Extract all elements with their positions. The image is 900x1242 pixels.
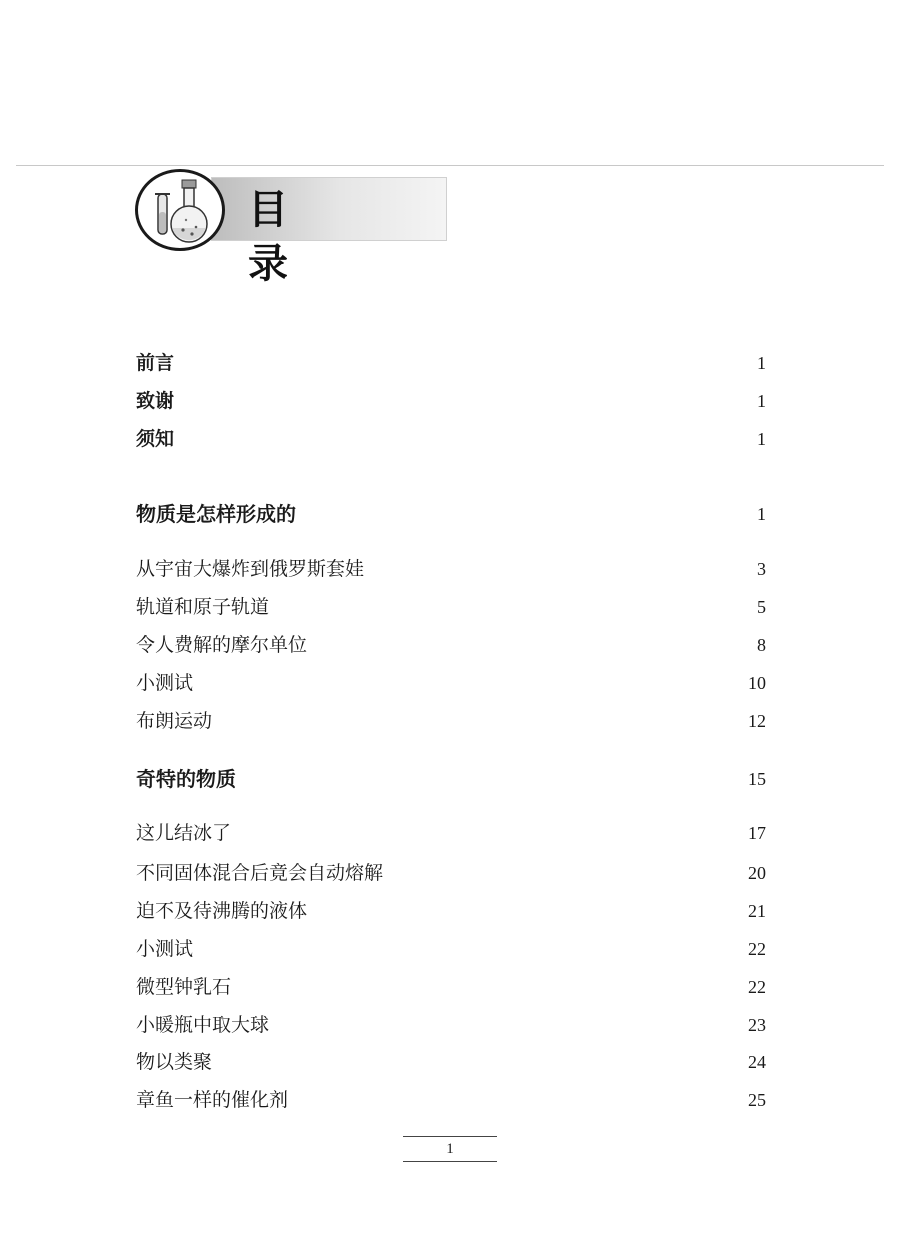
toc-header xyxy=(133,167,453,287)
flask-test-tube-icon xyxy=(135,169,225,251)
section-page: 22 xyxy=(748,977,766,997)
toc-section[interactable] xyxy=(136,670,766,696)
chapter-page: 1 xyxy=(757,504,766,524)
section-title: 物以类聚 xyxy=(136,1051,213,1073)
entry-title: 致谢 xyxy=(136,390,175,412)
toc-section[interactable] xyxy=(136,594,766,620)
toc-section[interactable] xyxy=(136,1049,766,1075)
toc-chapter[interactable] xyxy=(136,766,766,792)
toc-section[interactable] xyxy=(136,708,766,734)
section-title: 布朗运动 xyxy=(136,710,213,732)
section-title: 令人费解的摩尔单位 xyxy=(136,634,308,656)
section-page: 20 xyxy=(748,863,766,883)
section-title: 从宇宙大爆炸到俄罗斯套娃 xyxy=(136,558,365,580)
toc-section[interactable] xyxy=(136,898,766,924)
section-title: 小暖瓶中取大球 xyxy=(136,1014,270,1036)
toc-section[interactable] xyxy=(136,632,766,658)
toc-section[interactable] xyxy=(136,860,766,886)
toc-section[interactable] xyxy=(136,974,766,1000)
section-title: 小测试 xyxy=(136,672,194,694)
section-title: 轨道和原子轨道 xyxy=(136,596,270,618)
chapter-page: 15 xyxy=(748,769,766,789)
section-page: 17 xyxy=(748,823,766,843)
section-title: 不同固体混合后竟会自动熔解 xyxy=(136,862,384,884)
section-page: 12 xyxy=(748,711,766,731)
entry-page: 1 xyxy=(757,391,766,411)
section-page: 24 xyxy=(748,1052,766,1072)
toc-section[interactable] xyxy=(136,936,766,962)
section-page: 23 xyxy=(748,1015,766,1035)
section-title: 这儿结冰了 xyxy=(136,822,232,844)
page-title: 目录 xyxy=(248,187,360,287)
chapter-title: 奇特的物质 xyxy=(136,767,236,791)
chapter-title: 物质是怎样形成的 xyxy=(136,502,296,526)
entry-title: 前言 xyxy=(136,352,175,374)
section-page: 25 xyxy=(748,1090,766,1110)
section-page: 3 xyxy=(757,559,766,579)
toc-chapter[interactable] xyxy=(136,501,766,527)
section-page: 21 xyxy=(748,901,766,921)
page-number: 1 xyxy=(403,1136,497,1162)
section-title: 章鱼一样的催化剂 xyxy=(136,1089,289,1111)
toc-section[interactable] xyxy=(136,1012,766,1038)
section-page: 10 xyxy=(748,673,766,693)
toc-entry-front-matter[interactable] xyxy=(136,426,766,452)
toc-entry-front-matter[interactable] xyxy=(136,388,766,414)
section-page: 22 xyxy=(748,939,766,959)
toc-section[interactable] xyxy=(136,1087,766,1113)
entry-page: 1 xyxy=(757,429,766,449)
toc-entry-front-matter[interactable] xyxy=(136,350,766,376)
section-page: 8 xyxy=(757,635,766,655)
entry-title: 须知 xyxy=(136,428,175,450)
section-page: 5 xyxy=(757,597,766,617)
section-title: 微型钟乳石 xyxy=(136,976,232,998)
entry-page: 1 xyxy=(757,353,766,373)
toc-section[interactable] xyxy=(136,556,766,582)
toc-section[interactable] xyxy=(136,820,766,846)
section-title: 迫不及待沸腾的液体 xyxy=(136,900,308,922)
top-rule xyxy=(16,165,884,166)
section-title: 小测试 xyxy=(136,938,194,960)
